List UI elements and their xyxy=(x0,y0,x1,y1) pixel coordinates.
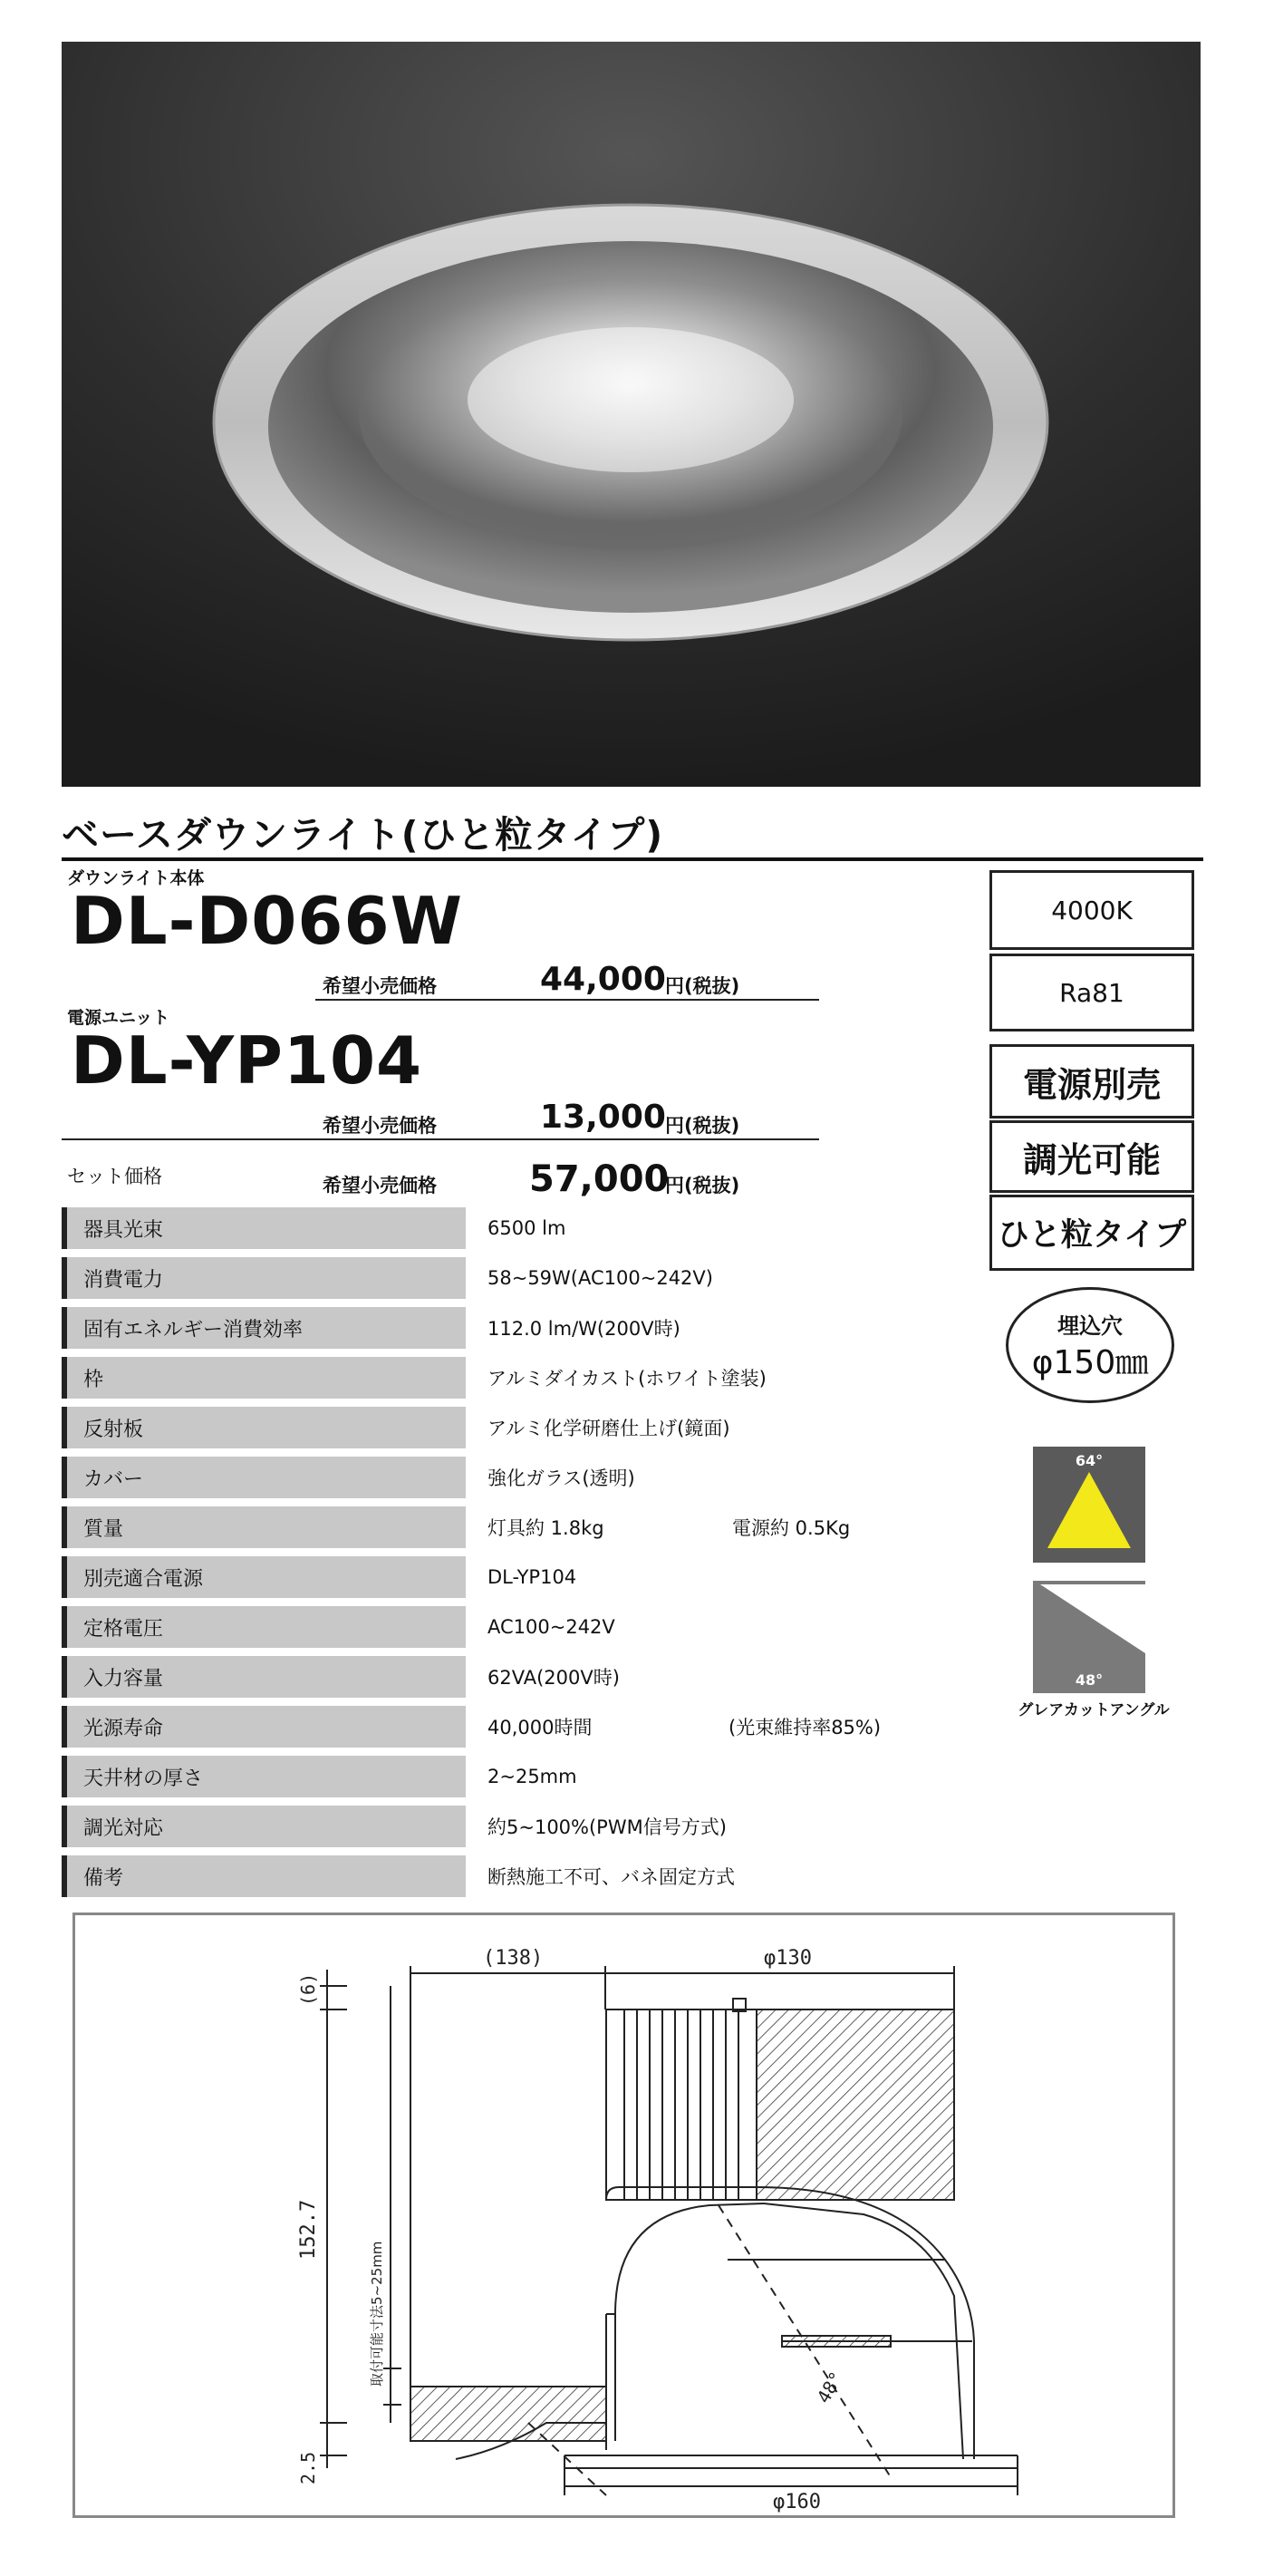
cutout-badge xyxy=(1006,1287,1174,1403)
spec-value: 灯具約 1.8kg xyxy=(487,1517,604,1539)
spec-label: 器具光束 xyxy=(62,1207,466,1249)
spec-label: カバー xyxy=(62,1457,466,1498)
spec-label: 天井材の厚さ xyxy=(62,1756,466,1797)
spec-value: AC100~242V xyxy=(487,1616,615,1638)
power-sold-separately-badge: 電源別売 xyxy=(989,1044,1194,1119)
cutout-label: 埋込穴 xyxy=(1057,1313,1123,1339)
downlight-illustration xyxy=(62,42,1201,787)
title-divider xyxy=(62,857,1203,861)
power-price: 13,000 xyxy=(540,1099,666,1136)
spec-row xyxy=(62,1606,823,1648)
spec-label: 枠 xyxy=(62,1357,466,1399)
body-price-unit: 円(税抜) xyxy=(665,975,740,997)
spec-value: DL-YP104 xyxy=(487,1566,577,1588)
body-price-label: 希望小売価格 xyxy=(323,975,437,997)
dim-6: (6) xyxy=(297,1972,319,2006)
spec-label: 固有エネルギー消費効率 xyxy=(62,1307,466,1349)
product-title: ベースダウンライト(ひと粒タイプ) xyxy=(62,813,664,857)
spec-value: 約5~100%(PWM信号方式) xyxy=(487,1816,727,1838)
body-model: DL-D066W xyxy=(71,883,464,959)
glare-caption: グレアカットアングル xyxy=(1018,1701,1170,1719)
glare-cut-icon xyxy=(1033,1577,1145,1693)
spec-value: 62VA(200V時) xyxy=(487,1667,620,1689)
power-caption: 電源ユニット xyxy=(67,1008,170,1028)
spec-value: 112.0 lm/W(200V時) xyxy=(487,1318,680,1340)
spec-row xyxy=(62,1556,823,1598)
single-grain-type-badge: ひと粒タイプ xyxy=(989,1195,1194,1271)
dim-25: 2.5 xyxy=(297,2451,319,2484)
dimension-drawing-svg xyxy=(75,1915,1172,2515)
spec-row xyxy=(62,1506,851,1548)
dimmable-badge: 調光可能 xyxy=(989,1120,1194,1193)
spec-value: 6500 lm xyxy=(487,1217,566,1239)
spec-value-secondary: 電源約 0.5Kg xyxy=(732,1517,851,1539)
spec-label: 別売適合電源 xyxy=(62,1556,466,1598)
spec-row xyxy=(62,1756,823,1797)
spec-row xyxy=(62,1855,823,1897)
spec-label: 定格電圧 xyxy=(62,1606,466,1648)
spec-label: 調光対応 xyxy=(62,1806,466,1847)
power-price-rule xyxy=(62,1138,819,1140)
spec-row xyxy=(62,1656,823,1698)
spec-label: 入力容量 xyxy=(62,1656,466,1698)
power-price-unit: 円(税抜) xyxy=(665,1115,740,1137)
spec-row xyxy=(62,1257,823,1299)
spec-row xyxy=(62,1207,823,1249)
body-price: 44,000 xyxy=(540,961,666,998)
spec-row xyxy=(62,1457,823,1498)
spec-row xyxy=(62,1706,882,1748)
set-caption: セット価格 xyxy=(67,1166,162,1187)
spec-label: 備考 xyxy=(62,1855,466,1897)
spec-row xyxy=(62,1307,823,1349)
spec-value: 強化ガラス(透明) xyxy=(487,1467,635,1489)
spec-value: 2~25mm xyxy=(487,1766,577,1787)
cutout-value: φ150㎜ xyxy=(1031,1344,1149,1381)
power-price-label: 希望小売価格 xyxy=(323,1115,437,1137)
color-temperature-badge: 4000K xyxy=(989,870,1194,950)
spec-label: 光源寿命 xyxy=(62,1706,466,1748)
glare-angle-value: 48° xyxy=(1075,1671,1104,1689)
spec-row xyxy=(62,1357,823,1399)
set-price-label: 希望小売価格 xyxy=(323,1175,437,1196)
beam-angle-value: 64° xyxy=(1075,1452,1104,1469)
ra-badge: Ra81 xyxy=(989,954,1194,1031)
spec-value: アルミ化学研磨仕上げ(鏡面) xyxy=(487,1418,730,1439)
body-caption: ダウンライト本体 xyxy=(67,868,205,888)
mount-note: 取付可能寸法5~25mm xyxy=(369,2241,385,2387)
spec-value: 40,000時間 xyxy=(487,1717,593,1738)
beam-angle-icon xyxy=(1033,1447,1145,1563)
body-price-rule xyxy=(315,999,819,1001)
spec-value: 58~59W(AC100~242V) xyxy=(487,1267,713,1289)
spec-value-secondary: (光束維持率85%) xyxy=(728,1717,882,1738)
product-photo xyxy=(62,42,1201,787)
dim-48: 48° xyxy=(812,2368,848,2407)
spec-value: 断熱施工不可、バネ固定方式 xyxy=(487,1866,735,1888)
dim-130: φ130 xyxy=(764,1947,812,1970)
dimension-drawing xyxy=(72,1913,1175,2518)
spec-row xyxy=(62,1806,823,1847)
set-price-unit: 円(税抜) xyxy=(665,1175,740,1196)
spec-value: アルミダイカスト(ホワイト塗装) xyxy=(487,1368,767,1390)
dim-138: (138) xyxy=(483,1947,544,1970)
spec-label: 反射板 xyxy=(62,1407,466,1448)
dim-160: φ160 xyxy=(773,2491,821,2513)
set-price: 57,000 xyxy=(529,1158,670,1200)
power-model: DL-YP104 xyxy=(71,1022,423,1099)
spec-row xyxy=(62,1407,823,1448)
spec-label: 質量 xyxy=(62,1506,466,1548)
dim-152: 152.7 xyxy=(297,2199,320,2260)
spec-label: 消費電力 xyxy=(62,1257,466,1299)
